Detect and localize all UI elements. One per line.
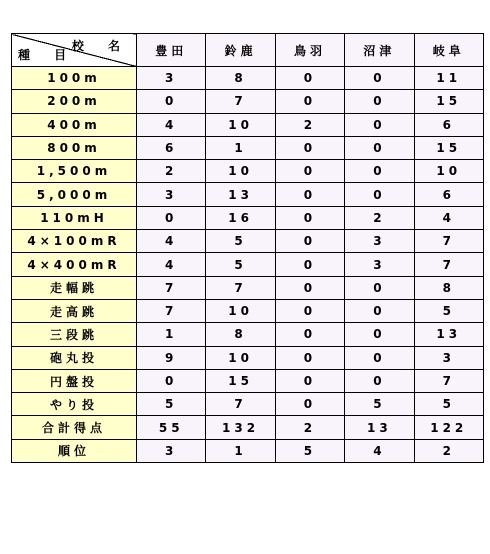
score-cell: 1 xyxy=(206,439,275,462)
score-cell: 4 xyxy=(137,230,206,253)
score-cell: 9 xyxy=(137,346,206,369)
score-cell: 2 xyxy=(275,416,344,439)
score-cell: 0 xyxy=(275,136,344,159)
score-cell: 0 xyxy=(275,183,344,206)
score-cell: 0 xyxy=(137,90,206,113)
score-cell: 4 xyxy=(414,206,483,229)
score-cell: 7 xyxy=(206,276,275,299)
score-cell: 7 xyxy=(414,253,483,276)
table-row xyxy=(12,369,484,392)
table-row xyxy=(12,346,484,369)
score-cell: 1 xyxy=(137,323,206,346)
school-name-label: 校 名 xyxy=(71,39,130,53)
score-cell: 10 xyxy=(206,160,275,183)
score-cell: 0 xyxy=(345,136,414,159)
score-cell: 16 xyxy=(206,206,275,229)
event-name-cell: 4×100mR xyxy=(12,230,137,253)
score-cell: 0 xyxy=(345,299,414,322)
score-cell: 2 xyxy=(414,439,483,462)
score-cell: 0 xyxy=(275,299,344,322)
score-cell: 0 xyxy=(345,160,414,183)
score-cell: 7 xyxy=(414,369,483,392)
event-name-cell: 合計得点 xyxy=(12,416,137,439)
score-cell: 0 xyxy=(275,206,344,229)
score-cell: 7 xyxy=(137,276,206,299)
table-row xyxy=(12,90,484,113)
score-cell: 0 xyxy=(345,369,414,392)
score-cell: 3 xyxy=(345,230,414,253)
table-row xyxy=(12,136,484,159)
score-cell: 0 xyxy=(275,323,344,346)
table-row xyxy=(12,393,484,416)
score-cell: 15 xyxy=(414,136,483,159)
score-cell: 0 xyxy=(345,276,414,299)
table-row xyxy=(12,67,484,90)
table-row xyxy=(12,276,484,299)
score-cell: 0 xyxy=(137,369,206,392)
score-cell: 7 xyxy=(137,299,206,322)
table-row xyxy=(12,230,484,253)
score-cell: 10 xyxy=(206,346,275,369)
score-cell: 0 xyxy=(275,67,344,90)
event-name-cell: 走高跳 xyxy=(12,299,137,322)
table-row xyxy=(12,439,484,462)
event-label: 種 目 xyxy=(18,48,77,62)
score-cell: 4 xyxy=(137,253,206,276)
score-cell: 10 xyxy=(414,160,483,183)
table-row xyxy=(12,206,484,229)
school-header-suzuka: 鈴鹿 xyxy=(206,34,275,67)
score-cell: 10 xyxy=(206,113,275,136)
score-cell: 7 xyxy=(206,393,275,416)
score-cell: 6 xyxy=(137,136,206,159)
score-cell: 0 xyxy=(345,346,414,369)
school-header-toyota: 豊田 xyxy=(137,34,206,67)
score-cell: 5 xyxy=(206,230,275,253)
score-cell: 2 xyxy=(345,206,414,229)
score-cell: 6 xyxy=(414,113,483,136)
score-cell: 0 xyxy=(275,253,344,276)
score-cell: 122 xyxy=(414,416,483,439)
score-cell: 3 xyxy=(137,67,206,90)
score-cell: 0 xyxy=(275,160,344,183)
score-cell: 0 xyxy=(345,67,414,90)
score-cell: 8 xyxy=(206,67,275,90)
school-header-toba: 鳥羽 xyxy=(275,34,344,67)
table-row xyxy=(12,253,484,276)
event-name-cell: 800m xyxy=(12,136,137,159)
score-cell: 13 xyxy=(414,323,483,346)
score-cell: 5 xyxy=(275,439,344,462)
event-name-cell: 砲丸投 xyxy=(12,346,137,369)
score-cell: 3 xyxy=(137,183,206,206)
score-cell: 6 xyxy=(414,183,483,206)
score-cell: 8 xyxy=(414,276,483,299)
event-name-cell: 400m xyxy=(12,113,137,136)
corner-header-cell xyxy=(12,34,137,67)
score-cell: 10 xyxy=(206,299,275,322)
event-name-cell: 円盤投 xyxy=(12,369,137,392)
score-cell: 3 xyxy=(414,346,483,369)
score-cell: 0 xyxy=(275,276,344,299)
score-cell: 0 xyxy=(345,323,414,346)
table-row xyxy=(12,113,484,136)
event-name-cell: 三段跳 xyxy=(12,323,137,346)
score-cell: 5 xyxy=(345,393,414,416)
score-cell: 55 xyxy=(137,416,206,439)
score-cell: 3 xyxy=(137,439,206,462)
school-header-numazu: 沼津 xyxy=(345,34,414,67)
header-row xyxy=(12,34,484,67)
score-cell: 0 xyxy=(275,346,344,369)
score-cell: 1 xyxy=(206,136,275,159)
event-name-cell: 4×400mR xyxy=(12,253,137,276)
score-cell: 8 xyxy=(206,323,275,346)
event-name-cell: 1,500m xyxy=(12,160,137,183)
score-cell: 13 xyxy=(206,183,275,206)
score-cell: 2 xyxy=(275,113,344,136)
table-row xyxy=(12,323,484,346)
school-header-gifu: 岐阜 xyxy=(414,34,483,67)
table-row xyxy=(12,160,484,183)
score-cell: 2 xyxy=(137,160,206,183)
score-cell: 15 xyxy=(206,369,275,392)
score-cell: 7 xyxy=(206,90,275,113)
event-name-cell: 5,000m xyxy=(12,183,137,206)
score-cell: 0 xyxy=(275,393,344,416)
score-cell: 0 xyxy=(275,230,344,253)
score-cell: 0 xyxy=(345,113,414,136)
score-cell: 15 xyxy=(414,90,483,113)
score-cell: 11 xyxy=(414,67,483,90)
results-body xyxy=(12,67,484,463)
score-cell: 3 xyxy=(345,253,414,276)
score-cell: 5 xyxy=(206,253,275,276)
table-row xyxy=(12,183,484,206)
results-table xyxy=(11,33,484,463)
event-name-cell: 100m xyxy=(12,67,137,90)
score-cell: 0 xyxy=(137,206,206,229)
score-cell: 13 xyxy=(345,416,414,439)
score-cell: 0 xyxy=(345,90,414,113)
score-cell: 7 xyxy=(414,230,483,253)
event-name-cell: やり投 xyxy=(12,393,137,416)
score-cell: 5 xyxy=(414,393,483,416)
table-row xyxy=(12,416,484,439)
event-name-cell: 順位 xyxy=(12,439,137,462)
score-cell: 0 xyxy=(345,183,414,206)
event-name-cell: 110mH xyxy=(12,206,137,229)
event-name-cell: 走幅跳 xyxy=(12,276,137,299)
event-name-cell: 200m xyxy=(12,90,137,113)
score-cell: 4 xyxy=(345,439,414,462)
score-cell: 4 xyxy=(137,113,206,136)
score-cell: 0 xyxy=(275,90,344,113)
score-cell: 5 xyxy=(137,393,206,416)
table-row xyxy=(12,299,484,322)
score-cell: 5 xyxy=(414,299,483,322)
score-cell: 0 xyxy=(275,369,344,392)
score-cell: 132 xyxy=(206,416,275,439)
